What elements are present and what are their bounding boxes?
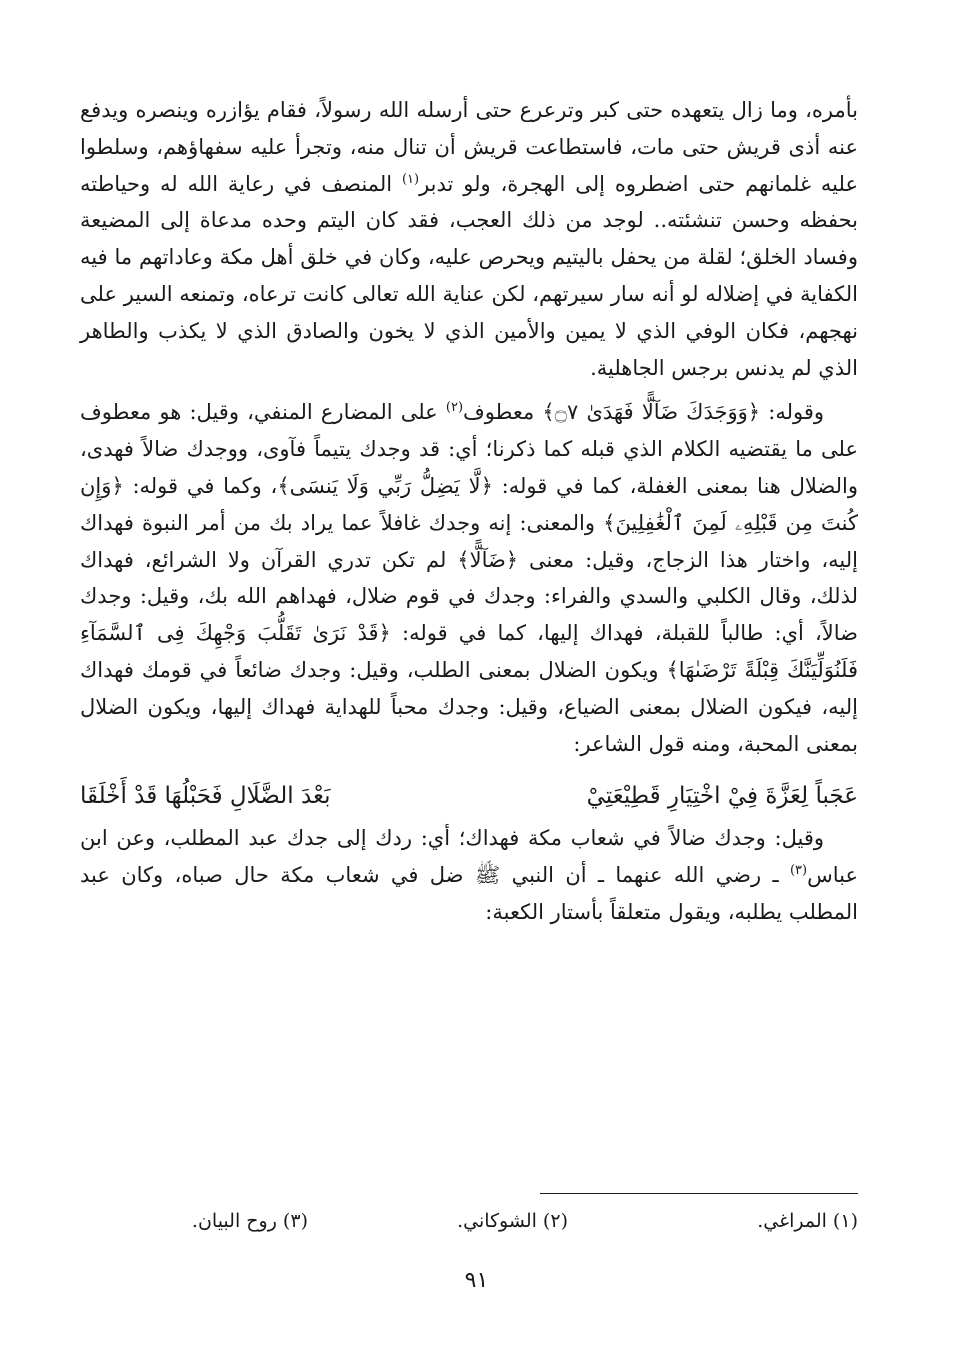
paragraph-2 [80,394,858,762]
footnote-separator [540,1193,858,1194]
paragraph-1-text-a: بأمره، وما زال يتعهده حتى كبر وترعرع حتى أرسله الله رسولاً، فقام يؤازره وينصره ويدفع عنه أذى قريش حتى مات، فاستطاعت قريش أن تنال منه، وتجرأ عليه سفهاؤهم، وسلطوا عليه غلمانهم حتى اضطروه إلى الهجرة، ولو تدبر [80,98,858,196]
paragraph-3 [80,820,858,930]
footnote-ref-1[interactable]: (١) [401,171,420,187]
footnote-3: (٣) روح البيان. [191,1210,308,1232]
paragraph-1 [80,92,858,386]
footnote-ref-3[interactable]: (٣) [789,863,808,879]
page-number: ٩١ [464,1268,489,1293]
verse-first-hemistich: عَجَباً لِعَزَّةَ فِيْ اخْتِيَارِ قَطِيْعَتِيْ [586,783,858,810]
page-body [80,92,858,931]
footnote-2: (٢) الشوكاني. [457,1210,568,1232]
paragraph-3-text-b: ـ رضي الله عنهما ـ أن النبي ﷺ ضل في شعاب مكة حال صباه، وكان عبد المطلب يطلبه، ويقول متعلقاً بأستار الكعبة: [80,863,858,924]
paragraph-2-text-b: على المضارع المنفي، وقيل: هو معطوف على ما يقتضيه الكلام الذي قبله كما ذكرنا؛ أي: قد وجدك يتيماً فآوى، ووجدك ضالاً فهدى، والضلال هنا بمعنى الغفلة، كما في قوله: ﴿لَّا يَضِلُّ رَبِّي وَلَا يَنسَى﴾، وكما في قوله: ﴿وَإِن كُنتَ مِن قَبْلِهِۦ لَمِنَ ٱلْغَٰفِلِينَ﴾ والمعنى: إنه وجدك غافلاً عما يراد بك من أمر النبوة فهداك إليه، واختار هذا الزجاج، وقيل: معنى ﴿ضَآلًّا﴾ لم تكن تدري القرآن ولا الشرائع، فهداك لذلك، وقال الكلبي والسدي والفراء: وجدك في قوم ضلال، فهداهم الله بك، وقيل: وجدك ضالاً، أي: طالباً للقبلة، فهداك إليها، كما في قوله: ﴿قَدْ نَرَىٰ تَقَلُّبَ وَجْهِكَ فِى ٱلسَّمَآءِ فَلَنُوَلِّيَنَّكَ قِبْلَةً تَرْضَىٰهَا﴾ ويكون الضلال بمعنى الطلب، وقيل: وجدك ضائعاً في قومك فهداك إليه، فيكون الضلال بمعنى الضياع، وقيل: وجدك محباً للهداية فهداك إليها، ويكون الضلال بمعنى المحبة، ومنه قول الشاعر: [80,400,858,756]
paragraph-1-text-b: المنصف في رعاية الله له وحياطته بحفظه وحسن تنشئته.. لوجد من ذلك العجب، فقد كان اليتم وحده مدعاة إلى المضيعة وفساد الخلق؛ لقلة من يحفل باليتيم ويحرص عليه، وكان في خلق أهل مكة وعاداتهم ما فيه الكفاية في إضلاله لو أنه سار سيرتهم، لكن عناية الله تعالى كانت ترعاه، وتمنعه السير على نهجهم، فكان الوفي الذي لا يمين والأمين الذي لا يخون والصادق الذي لا يكذب والطاهر الذي لم يدنس برجس الجاهلية. [80,171,858,380]
poetry-verse [80,776,858,816]
paragraph-3-text-a: وقيل: وجدك ضالاً في شعاب مكة فهداك؛ أي: ردك إلى جدك عبد المطلب، وعن ابن عباس [80,826,858,888]
paragraph-2-text-a: وقوله: ﴿وَوَجَدَكَ ضَآلًّا فَهَدَىٰ ۝٧﴾ معطوف [463,400,825,425]
footnote-ref-2[interactable]: (٢) [445,400,464,416]
verse-second-hemistich: بَعْدَ الضَّلَالِ فَحَبْلُهَا قَدْ أَخْلَقَا [80,783,331,810]
footnotes [80,1210,858,1232]
footnote-1: (١) المراغي. [757,1210,858,1232]
